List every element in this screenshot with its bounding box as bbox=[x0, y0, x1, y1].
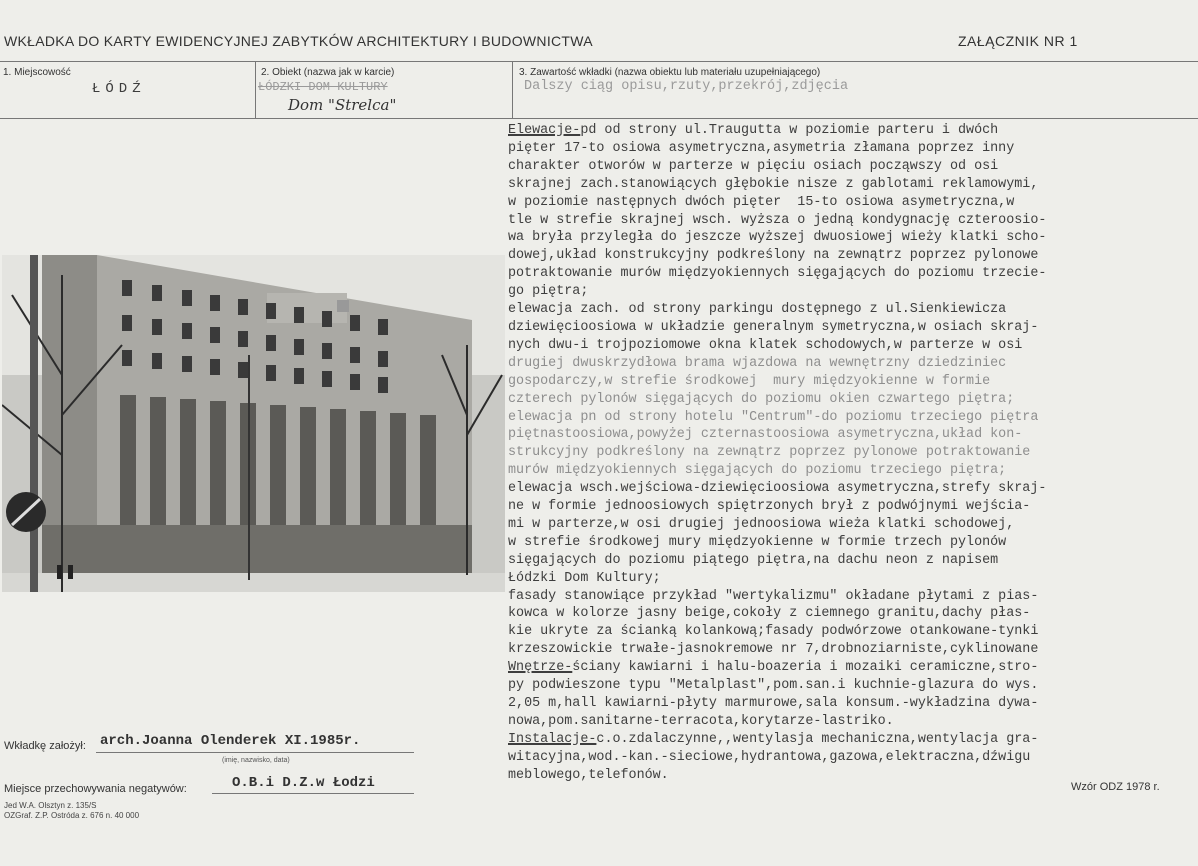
description-line: mi w parterze,w osi drugiej jednoosiowa wieża klatki schodowej, bbox=[508, 516, 1015, 532]
description-line bbox=[508, 122, 1194, 140]
description-line: Łódzki Dom Kultury; bbox=[508, 570, 661, 586]
description-line: nych dwu-i trojpoziomowe okna klatek schodowych,w parterze w osi bbox=[508, 337, 1023, 353]
print-info-2: OZGraf. Z.P. Ostróda z. 676 n. 40 000 bbox=[4, 811, 140, 820]
description-line: witacyjna,wod.-kan.-sieciowe,hydrantowa,gazowa,elektraczna,dźwigu bbox=[508, 749, 1031, 765]
negatives-value: O.B.i D.Z.w Łodzi bbox=[232, 775, 375, 791]
description-line: potraktowanie murów międzyokiennych sięgających do poziomu trzecie- bbox=[508, 266, 1047, 282]
description-line: pięter 17-to osiowa asymetryczna,asymetria złamana poprzez inny bbox=[508, 140, 1015, 156]
description-line: ne w formie jednoosiowych spiętrzonych brył z podwójnymi wejścia- bbox=[508, 499, 1031, 515]
content-label: 3. Zawartość wkładki (nazwa obiektu lub materiału uzupełniającego) bbox=[519, 67, 821, 78]
description-line: elewacja zach. od strony parkingu dostępnego z ul.Sienkiewicza bbox=[508, 302, 1007, 318]
field-divider-2 bbox=[512, 61, 513, 118]
form-model: Wzór ODZ 1978 r. bbox=[1071, 781, 1160, 793]
description-line: w poziomie następnych dwóch pięter 15-to osiowa asymetryczna,w bbox=[508, 194, 1015, 210]
description-line: kowca w kolorze jasny beige,cokoły z ciemnego granitu,dachy płas- bbox=[508, 606, 1031, 622]
place-label: 1. Miejscowość bbox=[3, 67, 71, 78]
attachment-number: ZAŁĄCZNIK NR 1 bbox=[958, 33, 1078, 49]
negatives-label: Miejsce przechowywania negatywów: bbox=[4, 783, 187, 795]
heading-elevations: Elewacje- bbox=[508, 123, 581, 138]
description-line: charakter otworów w parterze w pięciu osiach począwszy od osi bbox=[508, 158, 999, 174]
author-hint: (imię, nazwisko, data) bbox=[222, 757, 290, 764]
field-divider-1 bbox=[255, 61, 256, 118]
description-line: gospodarczy,w strefie środkowej mury międzyokienne w formie bbox=[508, 373, 991, 389]
description-line bbox=[508, 731, 1194, 749]
header-rule bbox=[0, 61, 1198, 62]
description-line: krzeszowickie trwałe-jasnokremowe nr 7,drobnoziarniste,cyklinowane bbox=[508, 642, 1039, 658]
description-line: skrajnej zach.stanowiących głębokie nisze z gablotami reklamowymi, bbox=[508, 176, 1039, 192]
heading-interior: Wnętrze- bbox=[508, 660, 573, 676]
description-line: sięgających do poziomu piątego piętra,na dachu neon z napisem bbox=[508, 552, 999, 568]
description-line: strukcyjny podkreślony na zewnątrz poprzez pylonowe potraktowanie bbox=[508, 445, 1031, 461]
author-underline bbox=[96, 752, 414, 753]
description-line: 2,05 m,hall kawiarni-płyty marmurowe,sala konsum.-wykładzina dywa- bbox=[508, 696, 1039, 711]
description-line: murów międzyokiennych sięgających do poziomu trzeciego piętra; bbox=[508, 463, 1007, 479]
heading-installations: Instalacje- bbox=[508, 731, 597, 747]
print-info-1: Jed W.A. Olsztyn z. 135/S bbox=[4, 801, 97, 810]
description-line-rest: ściany kawiarni i halu-boazeria i mozaiki ceramiczne,stro- bbox=[572, 660, 1039, 676]
object-typed-name: ŁÓDZKI DOM KULTURY bbox=[258, 80, 388, 94]
description-line: py podwieszone typu "Metalplast",pom.san.i kuchnie-glazura do wys. bbox=[508, 678, 1039, 694]
building-photo-image bbox=[2, 255, 505, 592]
description-line: dowej,układ konstrukcyjny podkreślony na zewnątrz poprzez pylonowe bbox=[508, 248, 1039, 264]
description-line: elewacja wsch.wejściowa-dziewięcioosiowa asymetryczna,strefy skraj- bbox=[508, 481, 1047, 497]
description-line: w strefie środkowej mury międzyokienne w formie trzech pylonów bbox=[508, 534, 1007, 550]
description-line: elewacja pn od strony hotelu "Centrum"-do poziomu trzeciego piętra bbox=[508, 409, 1039, 425]
description-line: dziewięcioosiowa w układzie generalnym symetryczna,w osiach skraj- bbox=[508, 319, 1039, 335]
description-line: tle w strefie skrajnej wsch. wyższa o jedną kondygnację czteroosio- bbox=[508, 212, 1047, 228]
description-line: fasady stanowiące przykład "wertykalizmu" okładane płytami z pias- bbox=[508, 588, 1039, 604]
building-photograph bbox=[2, 255, 505, 592]
description-line: wa bryła przyległa do jeszcze wyższej dwuosiowej wieży klatki scho- bbox=[508, 230, 1047, 246]
form-title: WKŁADKA DO KARTY EWIDENCYJNEJ ZABYTKÓW ARCHITEKTURY I BUDOWNICTWA bbox=[4, 33, 593, 49]
description-line-rest: pd od strony ul.Traugutta w poziomie parteru i dwóch bbox=[580, 123, 999, 138]
description-line bbox=[508, 659, 1194, 677]
object-handwritten-name: Dom "Strelca" bbox=[288, 96, 397, 114]
description-line: go piętra; bbox=[508, 284, 589, 300]
description-line-rest: c.o.zdalaczynne,,wentylasja mechaniczna,wentylacja gra- bbox=[596, 731, 1039, 747]
negatives-underline bbox=[212, 793, 414, 794]
description-line: drugiej dwuskrzydłowa brama wjazdowa na wewnętrzny dziedziniec bbox=[508, 355, 1007, 371]
author-value: arch.Joanna Olenderek XI.1985r. bbox=[100, 733, 361, 749]
description-line: piętnastoosiowa,powyżej czternastoosiowa asymetryczna,układ kon- bbox=[508, 427, 1023, 443]
description-line: czterech pylonów sięgających do poziomu okien czwartego piętra; bbox=[508, 391, 1015, 407]
description-line: kie ukryte za ścianką kolankową;fasady podwórzowe otankowane-tynki bbox=[508, 624, 1039, 640]
object-label: 2. Obiekt (nazwa jak w karcie) bbox=[261, 67, 395, 78]
place-value: ŁÓDŹ bbox=[92, 81, 146, 97]
content-value: Dalszy ciąg opisu,rzuty,przekrój,zdjęcia bbox=[524, 79, 849, 94]
author-label: Wkładkę założył: bbox=[4, 740, 86, 752]
description-line: nowa,pom.sanitarne-terracota,korytarze-lastriko. bbox=[508, 713, 894, 729]
fields-rule bbox=[0, 118, 1198, 119]
building-description bbox=[508, 122, 1194, 785]
description-line: meblowego,telefonów. bbox=[508, 767, 669, 783]
